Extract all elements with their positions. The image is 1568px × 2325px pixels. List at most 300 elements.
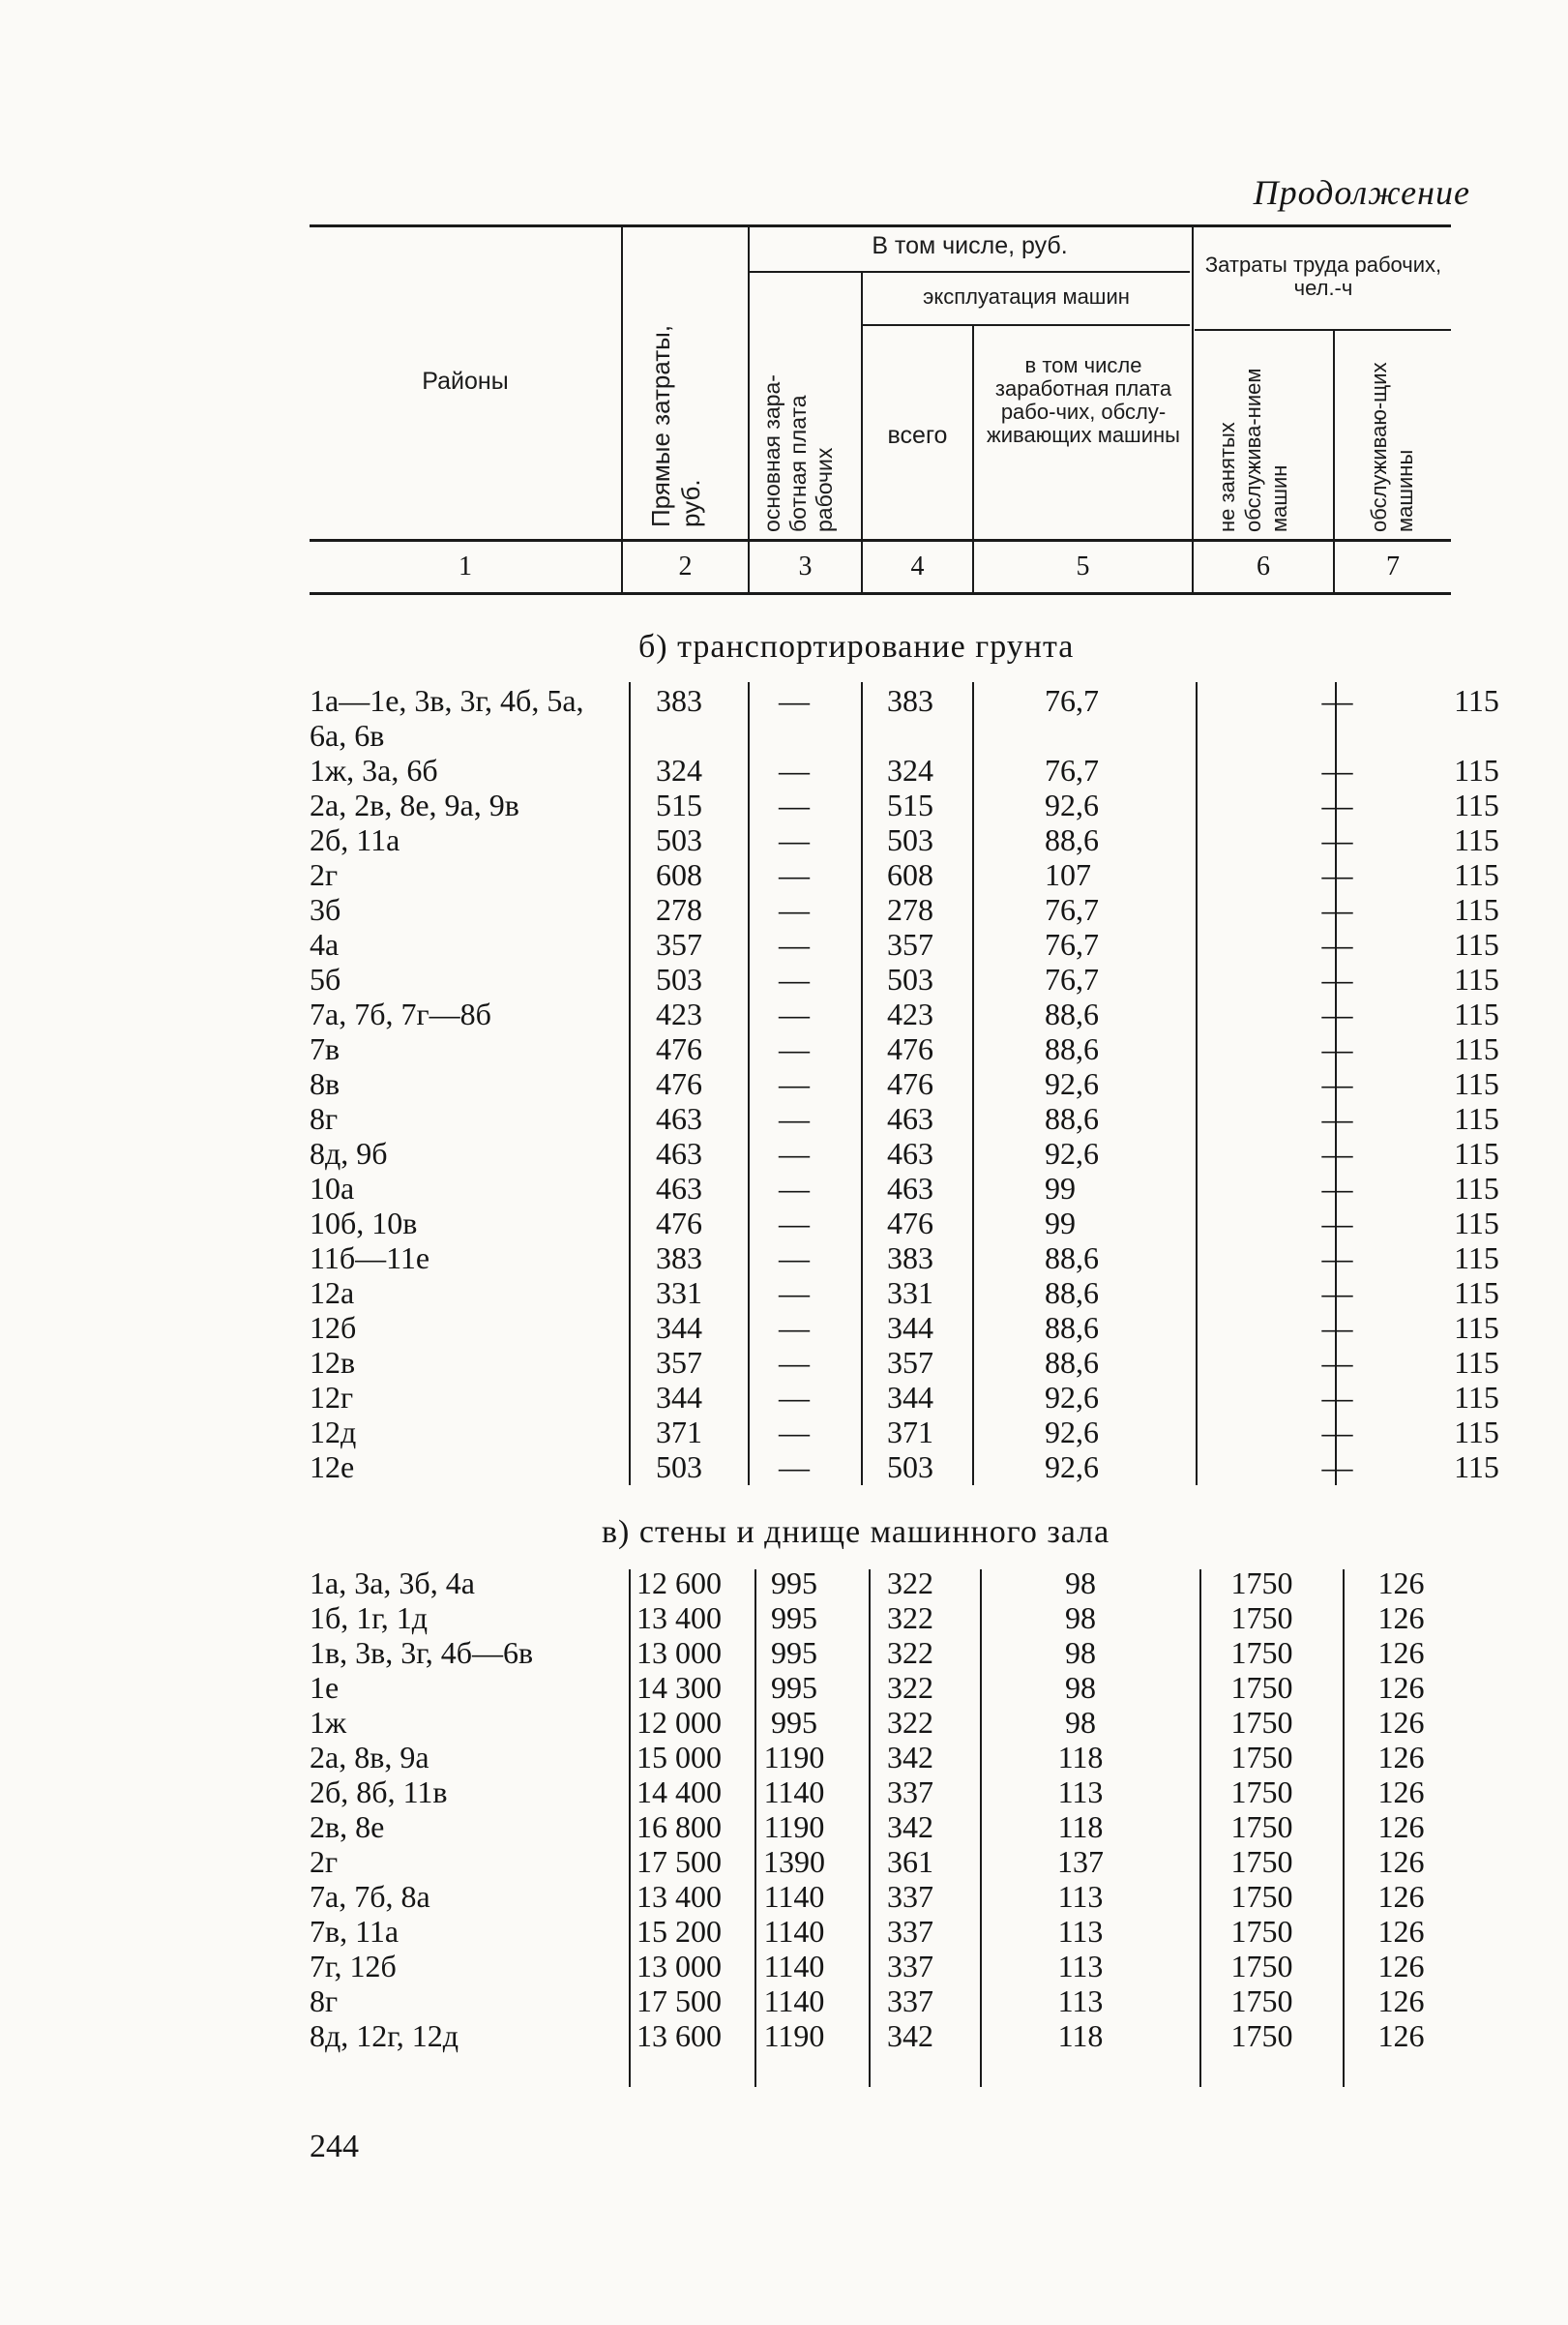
cell-machine-wages: 98	[1065, 1705, 1096, 1740]
cell-wages: —	[779, 753, 810, 788]
cell-region: 7а, 7б, 8а	[310, 1879, 430, 1914]
cell-not-serv: 1750	[1230, 1635, 1293, 1670]
cell-region: 8г	[310, 1983, 339, 2018]
cell-machine-wages: 113	[1057, 1914, 1104, 1949]
cell-region: 10б, 10в	[310, 1206, 418, 1240]
table-row	[310, 1740, 1470, 1774]
table-row	[310, 1879, 1470, 1914]
cell-total: 503	[887, 1449, 933, 1484]
table-row	[310, 1449, 1546, 1484]
cell-serv: 126	[1377, 1600, 1425, 1635]
table-row	[310, 1171, 1546, 1206]
cell-serv: 126	[1377, 1844, 1425, 1879]
cell-not-serv: 1750	[1230, 1705, 1293, 1740]
cell-direct: 17 500	[636, 1983, 722, 2018]
cell-machine-wages: 113	[1057, 1774, 1104, 1809]
cell-not-serv: —	[1321, 1171, 1353, 1206]
cell-wages: 1140	[763, 1774, 825, 1809]
cell-serv: 115	[1454, 997, 1499, 1031]
cell-total: 322	[887, 1635, 933, 1670]
table-row	[310, 857, 1546, 892]
cell-direct: 383	[656, 1240, 702, 1275]
colnum-5: 5	[1076, 551, 1090, 581]
cell-wages: —	[779, 857, 810, 892]
cell-wages: —	[779, 1171, 810, 1206]
cell-region: 1б, 1г, 1д	[310, 1600, 429, 1635]
header-regions: Районы	[422, 368, 509, 395]
table-row	[310, 753, 1546, 788]
cell-total: 342	[887, 2018, 933, 2053]
cell-wages: —	[779, 1136, 810, 1171]
cell-machine-wages: 99	[1045, 1171, 1076, 1206]
continued-label: Продолжение	[1253, 173, 1470, 212]
cell-direct: 14 300	[636, 1670, 722, 1705]
cell-not-serv: —	[1321, 1136, 1353, 1171]
cell-machine-wages: 76,7	[1045, 753, 1099, 788]
table-row	[310, 1066, 1546, 1101]
cell-direct: 324	[656, 753, 702, 788]
cell-serv: 126	[1377, 1983, 1425, 2018]
table-row	[310, 1310, 1546, 1345]
section-v-rows	[310, 1565, 1470, 2053]
cell-not-serv: —	[1321, 1066, 1353, 1101]
cell-region: 1ж	[310, 1705, 347, 1740]
table-row	[310, 1136, 1546, 1171]
table-row	[310, 1206, 1546, 1240]
cell-total: 357	[887, 1345, 933, 1380]
header-worker-wages: основная зара-ботная плата рабочих	[759, 374, 837, 532]
cell-not-serv: —	[1321, 683, 1353, 718]
cell-region: 12б	[310, 1310, 357, 1345]
cell-not-serv: 1750	[1230, 1809, 1293, 1844]
cell-wages: 995	[771, 1635, 817, 1670]
cell-region: 12г	[310, 1380, 354, 1415]
cell-total: 515	[887, 788, 933, 822]
cell-wages: —	[779, 1066, 810, 1101]
cell-total: 361	[887, 1844, 933, 1879]
cell-total: 463	[887, 1171, 933, 1206]
group-labor-rule	[1195, 329, 1451, 331]
cell-machine-wages: 113	[1057, 1879, 1104, 1914]
header-machines-total: всего	[887, 422, 948, 449]
cell-machine-wages: 118	[1057, 1809, 1104, 1844]
cell-direct: 13 000	[636, 1949, 722, 1983]
cell-region: 1ж, 3а, 6б	[310, 753, 438, 788]
cell-wages: —	[779, 788, 810, 822]
cell-not-serv: 1750	[1230, 1879, 1293, 1914]
cell-not-serv: —	[1321, 1449, 1353, 1484]
cell-direct: 15 000	[636, 1740, 722, 1774]
cell-direct: 14 400	[636, 1774, 722, 1809]
table-row	[310, 1914, 1470, 1949]
cell-serv: 126	[1377, 1740, 1425, 1774]
table-row	[310, 1844, 1470, 1879]
cell-region: 7в	[310, 1031, 340, 1066]
cell-region: 1а—1е, 3в, 3г, 4б, 5а, 6а, 6в	[310, 683, 584, 753]
header-not-servicing: не занятых обслужива-нием машин	[1215, 368, 1291, 532]
cell-not-serv: —	[1321, 1415, 1353, 1449]
cell-total: 371	[887, 1415, 933, 1449]
cell-total: 476	[887, 1066, 933, 1101]
table-row	[310, 997, 1546, 1031]
cell-region: 11б—11е	[310, 1240, 430, 1275]
cell-machine-wages: 76,7	[1045, 683, 1099, 718]
table-row	[310, 1565, 1470, 1600]
table-row	[310, 1101, 1546, 1136]
section-v-title: в) стены и днище машинного зала	[602, 1514, 1110, 1550]
table-row	[310, 683, 1546, 753]
cell-not-serv: —	[1321, 1031, 1353, 1066]
cell-total: 322	[887, 1600, 933, 1635]
cell-wages: —	[779, 1310, 810, 1345]
cell-direct: 476	[656, 1066, 702, 1101]
colnum-2: 2	[678, 551, 693, 581]
hdr-divider-6	[1333, 331, 1335, 542]
hdr-divider-4	[972, 326, 974, 542]
cell-total: 324	[887, 753, 933, 788]
cell-not-serv: —	[1321, 1240, 1353, 1275]
header-group-machines: эксплуатация машин	[923, 284, 1130, 309]
cell-machine-wages: 99	[1045, 1206, 1076, 1240]
cell-wages: 1190	[763, 1740, 825, 1774]
cell-not-serv: 1750	[1230, 2018, 1293, 2053]
cell-not-serv: —	[1321, 753, 1353, 788]
cell-total: 322	[887, 1670, 933, 1705]
colnum-3: 3	[798, 551, 813, 581]
cell-region: 10а	[310, 1171, 355, 1206]
cell-wages: 1390	[763, 1844, 825, 1879]
cell-serv: 126	[1377, 1670, 1425, 1705]
page-number: 244	[310, 2129, 359, 2164]
cell-total: 476	[887, 1206, 933, 1240]
hdr-divider-3	[861, 273, 863, 542]
cell-serv: 115	[1454, 1449, 1499, 1484]
cell-serv: 115	[1454, 788, 1499, 822]
cell-direct: 331	[656, 1275, 702, 1310]
table-row	[310, 1380, 1546, 1415]
cell-not-serv: 1750	[1230, 1670, 1293, 1705]
cell-serv: 126	[1377, 1914, 1425, 1949]
cell-direct: 278	[656, 892, 702, 927]
cell-serv: 115	[1454, 822, 1499, 857]
cell-machine-wages: 98	[1065, 1635, 1096, 1670]
cell-total: 337	[887, 1949, 933, 1983]
cell-serv: 115	[1454, 1275, 1499, 1310]
cell-direct: 476	[656, 1206, 702, 1240]
cell-wages: —	[779, 1380, 810, 1415]
cell-total: 608	[887, 857, 933, 892]
table-row	[310, 1949, 1470, 1983]
cell-not-serv: —	[1321, 1101, 1353, 1136]
cell-machine-wages: 76,7	[1045, 962, 1099, 997]
cell-wages: 1190	[763, 2018, 825, 2053]
cell-region: 8в	[310, 1066, 340, 1101]
cell-total: 344	[887, 1310, 933, 1345]
cell-not-serv: 1750	[1230, 1983, 1293, 2018]
cell-wages: —	[779, 1415, 810, 1449]
colnum-4: 4	[910, 551, 925, 581]
cell-serv: 115	[1454, 1031, 1499, 1066]
cell-machine-wages: 92,6	[1045, 1380, 1099, 1415]
table-row	[310, 788, 1546, 822]
cell-direct: 13 400	[636, 1600, 722, 1635]
table-row	[310, 1705, 1470, 1740]
cell-serv: 126	[1377, 2018, 1425, 2053]
cell-direct: 503	[656, 962, 702, 997]
cell-direct: 344	[656, 1380, 702, 1415]
cell-machine-wages: 88,6	[1045, 1240, 1099, 1275]
table-row	[310, 1809, 1470, 1844]
cell-total: 383	[887, 1240, 933, 1275]
cell-region: 8д, 12г, 12д	[310, 2018, 459, 2053]
cell-total: 357	[887, 927, 933, 962]
cell-serv: 126	[1377, 1565, 1425, 1600]
cell-machine-wages: 88,6	[1045, 1031, 1099, 1066]
table-row	[310, 1275, 1546, 1310]
cell-wages: —	[779, 997, 810, 1031]
cell-serv: 115	[1454, 892, 1499, 927]
cell-machine-wages: 92,6	[1045, 1066, 1099, 1101]
cell-region: 5б	[310, 962, 341, 997]
cell-region: 7в, 11а	[310, 1914, 399, 1949]
cell-region: 3б	[310, 892, 341, 927]
cell-serv: 115	[1454, 1101, 1499, 1136]
group-incl-rule	[750, 271, 1190, 273]
cell-wages: —	[779, 1449, 810, 1484]
table-row	[310, 892, 1546, 927]
cell-region: 2а, 8в, 9а	[310, 1740, 429, 1774]
cell-machine-wages: 92,6	[1045, 1415, 1099, 1449]
cell-machine-wages: 92,6	[1045, 1449, 1099, 1484]
cell-serv: 126	[1377, 1635, 1425, 1670]
cell-region: 8г	[310, 1101, 339, 1136]
cell-wages: —	[779, 683, 810, 718]
cell-serv: 126	[1377, 1705, 1425, 1740]
section-b-rows	[310, 683, 1546, 1484]
cell-direct: 12 000	[636, 1705, 722, 1740]
cell-serv: 115	[1454, 1066, 1499, 1101]
cell-total: 337	[887, 1914, 933, 1949]
cell-total: 342	[887, 1809, 933, 1844]
cell-machine-wages: 76,7	[1045, 892, 1099, 927]
cell-total: 463	[887, 1136, 933, 1171]
group-machines-rule	[861, 324, 1190, 326]
cell-total: 322	[887, 1705, 933, 1740]
cell-not-serv: 1750	[1230, 1844, 1293, 1879]
cell-direct: 503	[656, 1449, 702, 1484]
cell-wages: —	[779, 822, 810, 857]
cell-not-serv: —	[1321, 857, 1353, 892]
cell-wages: —	[779, 1240, 810, 1275]
cell-machine-wages: 88,6	[1045, 1310, 1099, 1345]
section-b-title: б) транспортирование грунта	[638, 629, 1075, 665]
cell-not-serv: —	[1321, 962, 1353, 997]
cell-serv: 126	[1377, 1949, 1425, 1983]
cell-not-serv: —	[1321, 822, 1353, 857]
cell-region: 1а, 3а, 3б, 4а	[310, 1565, 475, 1600]
cell-not-serv: —	[1321, 1310, 1353, 1345]
cell-total: 337	[887, 1879, 933, 1914]
cell-not-serv: 1750	[1230, 1600, 1293, 1635]
cell-machine-wages: 88,6	[1045, 1275, 1099, 1310]
table-row	[310, 1031, 1546, 1066]
cell-not-serv: 1750	[1230, 1914, 1293, 1949]
cell-region: 2а, 2в, 8е, 9а, 9в	[310, 788, 519, 822]
cell-direct: 357	[656, 927, 702, 962]
colnum-7: 7	[1386, 551, 1400, 581]
table-row	[310, 1635, 1470, 1670]
cell-direct: 357	[656, 1345, 702, 1380]
cell-direct: 16 800	[636, 1809, 722, 1844]
cell-direct: 476	[656, 1031, 702, 1066]
cell-direct: 12 600	[636, 1565, 722, 1600]
cell-total: 423	[887, 997, 933, 1031]
cell-total: 278	[887, 892, 933, 927]
table-row	[310, 927, 1546, 962]
cell-serv: 115	[1454, 1240, 1499, 1275]
cell-region: 2в, 8е	[310, 1809, 385, 1844]
cell-total: 383	[887, 683, 933, 718]
table-row	[310, 822, 1546, 857]
cell-direct: 383	[656, 683, 702, 718]
cell-serv: 115	[1454, 1415, 1499, 1449]
cell-not-serv: 1750	[1230, 1565, 1293, 1600]
cell-machine-wages: 88,6	[1045, 1345, 1099, 1380]
cell-region: 1в, 3в, 3г, 4б—6в	[310, 1635, 534, 1670]
cell-not-serv: 1750	[1230, 1949, 1293, 1983]
cell-serv: 126	[1377, 1774, 1425, 1809]
header-group-labor: Затраты труда рабочих, чел.-ч	[1204, 253, 1442, 300]
colnum-bottom-rule	[310, 592, 1451, 595]
cell-total: 503	[887, 962, 933, 997]
cell-direct: 13 600	[636, 2018, 722, 2053]
cell-serv: 126	[1377, 1809, 1425, 1844]
cell-wages: —	[779, 962, 810, 997]
cell-wages: 1140	[763, 1949, 825, 1983]
cell-serv: 115	[1454, 1380, 1499, 1415]
cell-region: 2г	[310, 857, 339, 892]
cell-total: 342	[887, 1740, 933, 1774]
cell-machine-wages: 118	[1057, 1740, 1104, 1774]
cell-serv: 126	[1377, 1879, 1425, 1914]
table-row	[310, 962, 1546, 997]
cell-direct: 463	[656, 1101, 702, 1136]
cell-region: 8д, 9б	[310, 1136, 388, 1171]
hdr-divider-5	[1192, 227, 1194, 542]
cell-serv: 115	[1454, 1206, 1499, 1240]
colnum-1: 1	[459, 551, 472, 581]
cell-total: 503	[887, 822, 933, 857]
cell-not-serv: —	[1321, 1206, 1353, 1240]
cell-direct: 503	[656, 822, 702, 857]
cell-serv: 115	[1454, 857, 1499, 892]
cell-not-serv: 1750	[1230, 1740, 1293, 1774]
header-direct-costs: Прямые затраты, руб.	[646, 324, 705, 527]
cell-direct: 371	[656, 1415, 702, 1449]
cell-machine-wages: 92,6	[1045, 1136, 1099, 1171]
cell-serv: 115	[1454, 1171, 1499, 1206]
table-row	[310, 1240, 1546, 1275]
cell-machine-wages: 137	[1057, 1844, 1104, 1879]
cell-wages: 1140	[763, 1879, 825, 1914]
cell-direct: 515	[656, 788, 702, 822]
cell-machine-wages: 98	[1065, 1565, 1096, 1600]
cell-total: 337	[887, 1983, 933, 2018]
table-row	[310, 1345, 1546, 1380]
cell-region: 2г	[310, 1844, 339, 1879]
hdr-divider-1	[621, 227, 623, 542]
cell-machine-wages: 92,6	[1045, 788, 1099, 822]
cell-machine-wages: 98	[1065, 1670, 1096, 1705]
cell-wages: 1190	[763, 1809, 825, 1844]
table-row	[310, 1670, 1470, 1705]
cell-direct: 15 200	[636, 1914, 722, 1949]
cell-region: 2б, 8б, 11в	[310, 1774, 448, 1809]
cell-direct: 13 000	[636, 1635, 722, 1670]
cell-wages: —	[779, 1031, 810, 1066]
header-group-incl: В том числе, руб.	[872, 232, 1068, 259]
cell-not-serv: 1750	[1230, 1774, 1293, 1809]
cell-wages: 995	[771, 1565, 817, 1600]
cell-machine-wages: 107	[1045, 857, 1091, 892]
hdr-divider-2	[748, 227, 750, 542]
cell-serv: 115	[1454, 1345, 1499, 1380]
cell-serv: 115	[1454, 1136, 1499, 1171]
cell-total: 322	[887, 1565, 933, 1600]
cell-wages: —	[779, 1275, 810, 1310]
cell-direct: 17 500	[636, 1844, 722, 1879]
cell-region: 2б, 11а	[310, 822, 400, 857]
cell-not-serv: —	[1321, 927, 1353, 962]
header-servicing: обслуживаю-щих машины	[1367, 362, 1417, 532]
table-row	[310, 2018, 1470, 2053]
cell-region: 7г, 12б	[310, 1949, 397, 1983]
cell-direct: 463	[656, 1171, 702, 1206]
cell-wages: 995	[771, 1670, 817, 1705]
header-machine-worker-wages: в том числе заработная плата рабо-чих, обслу-живающих машины	[987, 353, 1180, 447]
table-row	[310, 1600, 1470, 1635]
cell-direct: 463	[656, 1136, 702, 1171]
cell-serv: 115	[1454, 962, 1499, 997]
cell-not-serv: —	[1321, 1345, 1353, 1380]
cell-wages: 995	[771, 1600, 817, 1635]
cell-not-serv: —	[1321, 892, 1353, 927]
cell-serv: 115	[1454, 683, 1499, 718]
cell-machine-wages: 76,7	[1045, 927, 1099, 962]
colnum-6: 6	[1257, 551, 1270, 581]
cell-not-serv: —	[1321, 1275, 1353, 1310]
cell-region: 1е	[310, 1670, 340, 1705]
header-top-rule	[310, 224, 1451, 227]
cell-direct: 13 400	[636, 1879, 722, 1914]
cell-direct: 423	[656, 997, 702, 1031]
cell-total: 463	[887, 1101, 933, 1136]
header-bottom-rule	[310, 539, 1451, 542]
cell-direct: 344	[656, 1310, 702, 1345]
section-v-table	[310, 1565, 1470, 2053]
cell-serv: 115	[1454, 1310, 1499, 1345]
cell-machine-wages: 113	[1057, 1949, 1104, 1983]
cell-wages: —	[779, 1345, 810, 1380]
cell-not-serv: —	[1321, 1380, 1353, 1415]
cell-region: 7а, 7б, 7г—8б	[310, 997, 491, 1031]
table-row	[310, 1774, 1470, 1809]
cell-region: 12в	[310, 1345, 356, 1380]
cell-not-serv: —	[1321, 788, 1353, 822]
cell-serv: 115	[1454, 753, 1499, 788]
cell-total: 337	[887, 1774, 933, 1809]
section-b-table	[310, 683, 1546, 1484]
